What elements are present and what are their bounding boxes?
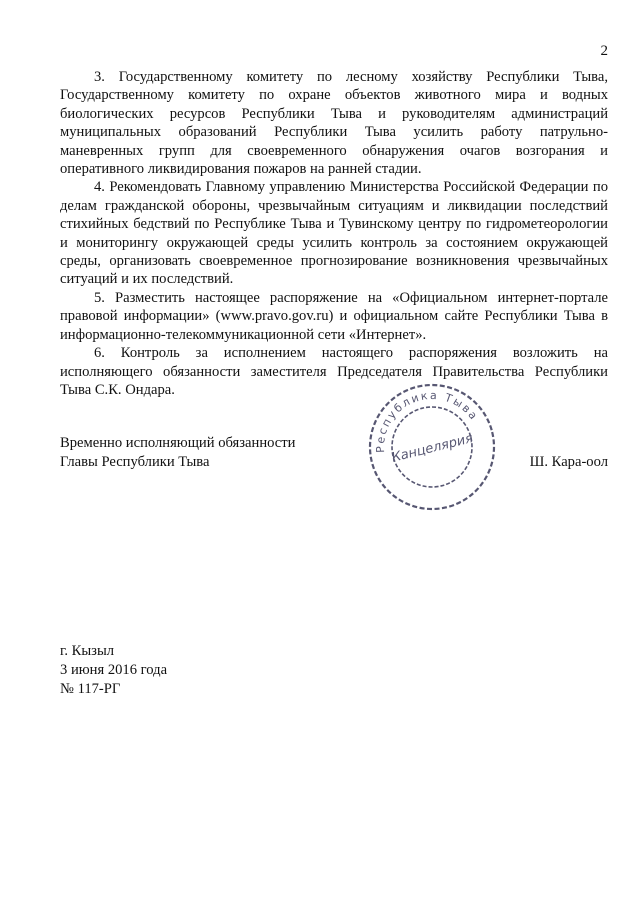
paragraph-4: 4. Рекомендовать Главному управлению Министерства Российской Федерации по делам гражданской обороны, чрезвычайным ситуациям и ликвидации последствий стихийных бедствий по Республике Тыва и Тувинскому центру по гидрометеорологии и мониторингу окружающей среды усилить контроль за состоянием окружающей среды, организовать своевременное прогнозирование возникновения чрезвычайных ситуаций и их последствий. — [60, 179, 608, 288]
footer-city: г. Кызыл — [60, 643, 115, 659]
paragraph-6: 6. Контроль за исполнением настоящего распоряжения возложить на исполняющего обязанности заместителя Председателя Правительства Республики Тыва С.К. Ондара. — [60, 345, 608, 398]
paragraph-3: 3. Государственному комитету по лесному хозяйству Республики Тыва, Государственному комитету по охране объектов животного мира и водных биологических ресурсов Республики Тыва и руководителям администраций муниципальных образований Республики Тыва усилить работу патрульно-маневренных групп для своевременного обнаружения очагов возгорания и оперативного ликвидирования пожаров на ранней стадии. — [60, 69, 608, 178]
stamp-ring-textpath: Республика Тыва — [373, 388, 482, 454]
footer-date: 3 июня 2016 года — [60, 662, 168, 678]
signatory-title-line2: Главы Республики Тыва — [60, 454, 210, 470]
document-footer — [60, 642, 167, 699]
page-number: 2 — [600, 43, 608, 59]
paragraph-5: 5. Разместить настоящее распоряжение на «Официальном интернет-портале правовой информации» (www.pravo.gov.ru) и официальном сайте Республики Тыва в информационно-телекоммуникационной сети «Интернет». — [60, 289, 608, 343]
stamp-center-text: Канцелярия — [390, 431, 475, 466]
footer-number: № 117-РГ — [60, 681, 121, 697]
signatory-name: Ш. Кара-оол — [529, 454, 608, 470]
signatory-title-line1: Временно исполняющий обязанности — [60, 435, 296, 451]
signature-block — [60, 434, 608, 472]
document-body — [60, 68, 608, 399]
